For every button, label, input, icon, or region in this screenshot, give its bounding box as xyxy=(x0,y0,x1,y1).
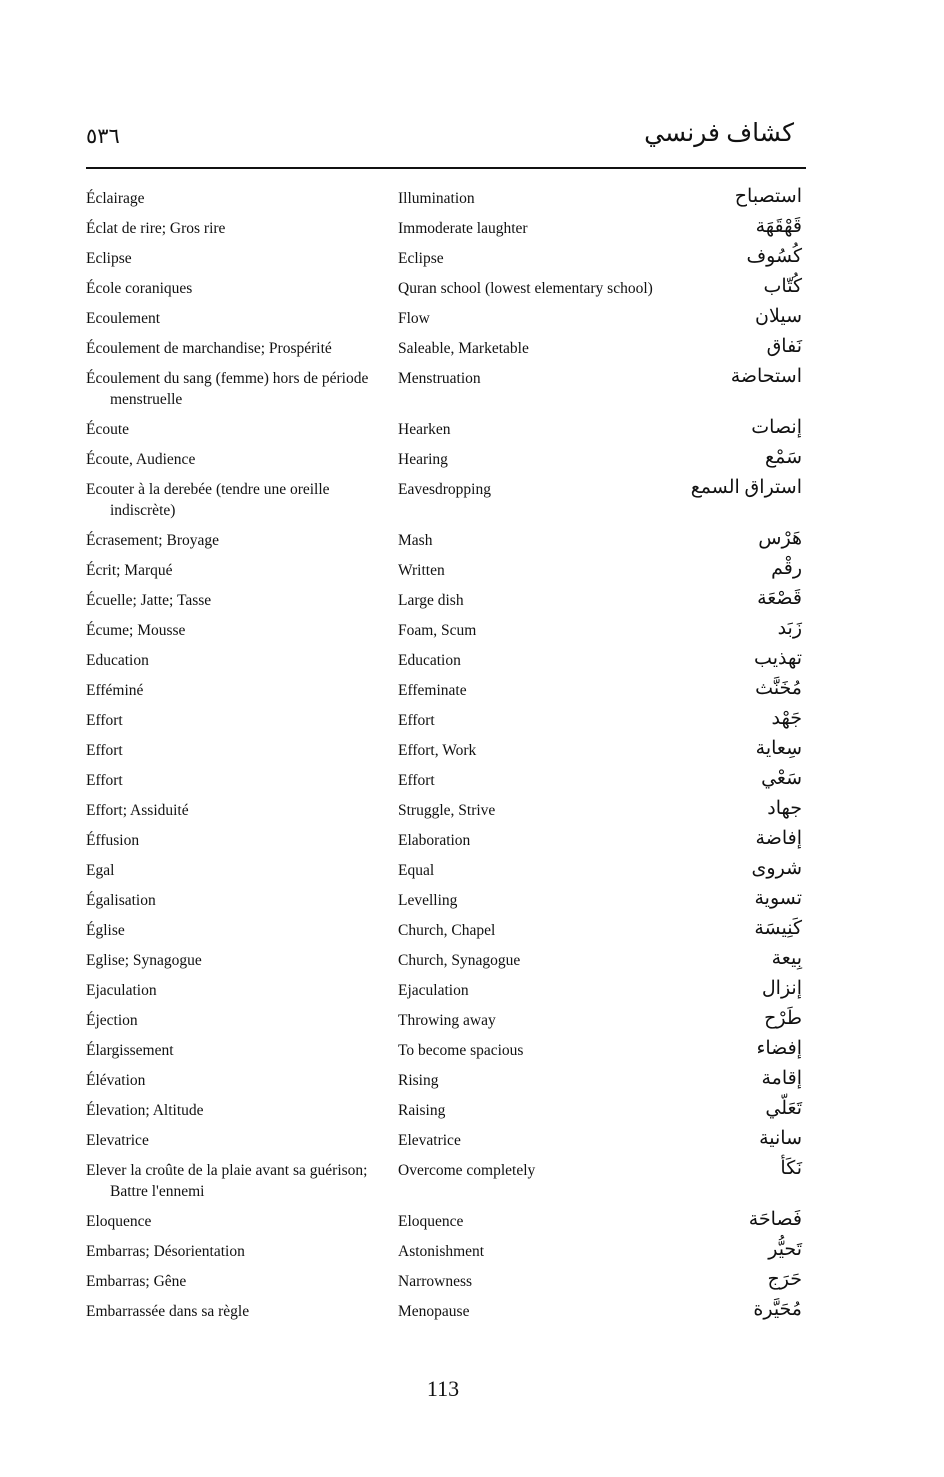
entry-row xyxy=(86,1010,802,1040)
arabic-term: حَرَج xyxy=(767,1269,802,1290)
english-term: Church, Synagogue xyxy=(398,952,521,969)
french-term: Éclairage xyxy=(86,190,145,207)
english-term: Throwing away xyxy=(398,1012,496,1029)
entry-row xyxy=(86,680,802,710)
english-term: Saleable, Marketable xyxy=(398,340,529,357)
entry-row xyxy=(86,830,802,860)
french-term: Écrit; Marqué xyxy=(86,562,173,579)
arabic-term: تَعَلّي xyxy=(765,1098,802,1119)
french-term: Eclipse xyxy=(86,250,132,267)
entry-row xyxy=(86,419,802,449)
arabic-term: مُخَنَّث xyxy=(755,678,802,699)
english-term: Hearken xyxy=(398,421,451,438)
french-term: Ecoulement xyxy=(86,310,161,327)
arabic-term: إنصات xyxy=(751,417,802,438)
arabic-term: بِيعة xyxy=(771,948,802,969)
entry-row xyxy=(86,188,802,218)
entry-row xyxy=(86,860,802,890)
arabic-term: إفضاء xyxy=(756,1038,802,1059)
arabic-term: نَفاق xyxy=(766,336,802,357)
french-term: Écuelle; Jatte; Tasse xyxy=(86,592,212,609)
entry-row xyxy=(86,920,802,950)
page-header xyxy=(86,118,794,168)
english-term: Eclipse xyxy=(398,250,444,267)
arabic-page-number: ٥٣٦ xyxy=(86,124,120,148)
english-term: Struggle, Strive xyxy=(398,802,496,819)
entry-row xyxy=(86,1271,802,1301)
french-term: Eloquence xyxy=(86,1213,152,1230)
english-term: Quran school (lowest elementary school) xyxy=(398,280,653,297)
english-term: Overcome completely xyxy=(398,1162,536,1179)
english-term: Written xyxy=(398,562,445,579)
entry-row xyxy=(86,1211,802,1241)
arabic-term: فَصاحَة xyxy=(748,1209,802,1230)
arabic-term: سَعْي xyxy=(761,768,802,789)
french-term: Ecouter à la derebée (tendre une oreille indiscrète) xyxy=(86,481,330,519)
running-head: كشاف فرنسي xyxy=(644,120,794,147)
english-term: To become spacious xyxy=(398,1042,524,1059)
entry-row xyxy=(86,1040,802,1070)
english-term: Mash xyxy=(398,532,433,549)
french-term: Elevatrice xyxy=(86,1132,149,1149)
english-term: Menopause xyxy=(398,1303,470,1320)
arabic-term: سَمْع xyxy=(764,447,802,468)
english-term: Levelling xyxy=(398,892,458,909)
arabic-term: كُتّاب xyxy=(763,276,802,297)
french-term: Elever la croûte de la plaie avant sa guérison; Battre l'ennemi xyxy=(86,1162,368,1200)
french-term: Écume; Mousse xyxy=(86,622,186,639)
french-term: Écoute xyxy=(86,421,130,438)
french-term: Éjection xyxy=(86,1012,138,1029)
entry-row xyxy=(86,1070,802,1100)
arabic-term: قَهْقَهَة xyxy=(755,216,802,237)
entry-row xyxy=(86,278,802,308)
entry-row xyxy=(86,890,802,920)
english-term: Illumination xyxy=(398,190,475,207)
entry-row xyxy=(86,1301,802,1331)
arabic-term: شروى xyxy=(751,858,802,879)
french-term: Église xyxy=(86,922,125,939)
english-term: Equal xyxy=(398,862,435,879)
arabic-term: تَحيُّر xyxy=(768,1239,802,1260)
french-term: Effort xyxy=(86,742,123,759)
arabic-term: كُسُوف xyxy=(746,246,802,267)
english-term: Immoderate laughter xyxy=(398,220,528,237)
arabic-term: زَبَد xyxy=(777,618,802,639)
english-term: Effeminate xyxy=(398,682,467,699)
english-term: Effort xyxy=(398,712,435,729)
arabic-term: استصباح xyxy=(734,186,802,207)
entry-row xyxy=(86,560,802,590)
entry-row xyxy=(86,800,802,830)
english-term: Hearing xyxy=(398,451,448,468)
entry-row xyxy=(86,1100,802,1130)
french-term: Éclat de rire; Gros rire xyxy=(86,220,226,237)
header-rule xyxy=(86,167,806,169)
english-term: Raising xyxy=(398,1102,446,1119)
arabic-term: جَهْد xyxy=(771,708,802,729)
arabic-term: إنزال xyxy=(761,978,802,999)
arabic-term: إفاضة xyxy=(755,828,802,849)
english-term: Eavesdropping xyxy=(398,481,491,498)
entry-row xyxy=(86,338,802,368)
entry-row xyxy=(86,740,802,770)
arabic-term: إقامة xyxy=(761,1068,802,1089)
french-term: Egal xyxy=(86,862,115,879)
french-term: Embarras; Gêne xyxy=(86,1273,187,1290)
arabic-term: استراق السمع xyxy=(690,477,802,498)
english-term: Eloquence xyxy=(398,1213,464,1230)
french-term: Écoulement du sang (femme) hors de période menstruelle xyxy=(86,370,369,408)
french-term: Embarrassée dans sa règle xyxy=(86,1303,250,1320)
entry-row xyxy=(86,620,802,650)
french-term: Effort xyxy=(86,712,123,729)
entry-row xyxy=(86,1130,802,1160)
french-term: Écoute, Audience xyxy=(86,451,196,468)
entry-row xyxy=(86,710,802,740)
entry-row xyxy=(86,950,802,980)
arabic-term: قَصْعَة xyxy=(757,588,802,609)
french-term: Élévation xyxy=(86,1072,146,1089)
english-term: Church, Chapel xyxy=(398,922,496,939)
english-term: Astonishment xyxy=(398,1243,485,1260)
french-term: Eglise; Synagogue xyxy=(86,952,202,969)
entry-row xyxy=(86,479,802,530)
english-term: Elaboration xyxy=(398,832,471,849)
arabic-term: جهاد xyxy=(767,798,802,819)
entry-row xyxy=(86,590,802,620)
entry-row xyxy=(86,308,802,338)
entry-row xyxy=(86,1160,802,1211)
arabic-term: مُحَيَّرة xyxy=(753,1299,802,1320)
english-term: Menstruation xyxy=(398,370,481,387)
arabic-term: استحاضة xyxy=(730,366,802,387)
arabic-term: تسوية xyxy=(754,888,802,909)
arabic-term: هَرْس xyxy=(758,528,802,549)
entry-row xyxy=(86,368,802,419)
entry-row xyxy=(86,770,802,800)
entry-row xyxy=(86,449,802,479)
entry-row xyxy=(86,650,802,680)
english-term: Effort, Work xyxy=(398,742,477,759)
page-number: 113 xyxy=(426,1376,460,1401)
french-term: Élevation; Altitude xyxy=(86,1102,204,1119)
french-term: Efféminé xyxy=(86,682,144,699)
arabic-term: سِعاية xyxy=(755,738,802,759)
english-term: Rising xyxy=(398,1072,439,1089)
french-term: Embarras; Désorientation xyxy=(86,1243,245,1260)
entry-row xyxy=(86,980,802,1010)
english-term: Foam, Scum xyxy=(398,622,477,639)
entry-row xyxy=(86,530,802,560)
french-term: Effort; Assiduité xyxy=(86,802,189,819)
arabic-term: نَكَأ xyxy=(780,1158,802,1179)
english-term: Flow xyxy=(398,310,430,327)
french-term: Écrasement; Broyage xyxy=(86,532,219,549)
arabic-term: سيلان xyxy=(755,306,802,327)
arabic-term: طَرْح xyxy=(764,1008,802,1029)
arabic-term: كَنِيسَة xyxy=(754,918,802,939)
english-term: Narrowness xyxy=(398,1273,473,1290)
french-term: Effort xyxy=(86,772,123,789)
english-term: Large dish xyxy=(398,592,464,609)
arabic-term: رقْم xyxy=(771,558,802,579)
french-term: Éffusion xyxy=(86,832,140,849)
entry-row xyxy=(86,248,802,278)
entry-row xyxy=(86,218,802,248)
english-term: Education xyxy=(398,652,461,669)
english-term: Effort xyxy=(398,772,435,789)
entry-row xyxy=(86,1241,802,1271)
english-term: Ejaculation xyxy=(398,982,469,999)
french-term: École coraniques xyxy=(86,280,193,297)
arabic-term: سانية xyxy=(759,1128,802,1149)
arabic-term: تهذيب xyxy=(754,648,802,669)
french-term: Education xyxy=(86,652,149,669)
french-term: Élargissement xyxy=(86,1042,174,1059)
french-term: Écoulement de marchandise; Prospérité xyxy=(86,340,332,357)
english-term: Elevatrice xyxy=(398,1132,461,1149)
french-term: Ejaculation xyxy=(86,982,157,999)
french-term: Égalisation xyxy=(86,892,156,909)
index-entries xyxy=(86,188,802,1331)
